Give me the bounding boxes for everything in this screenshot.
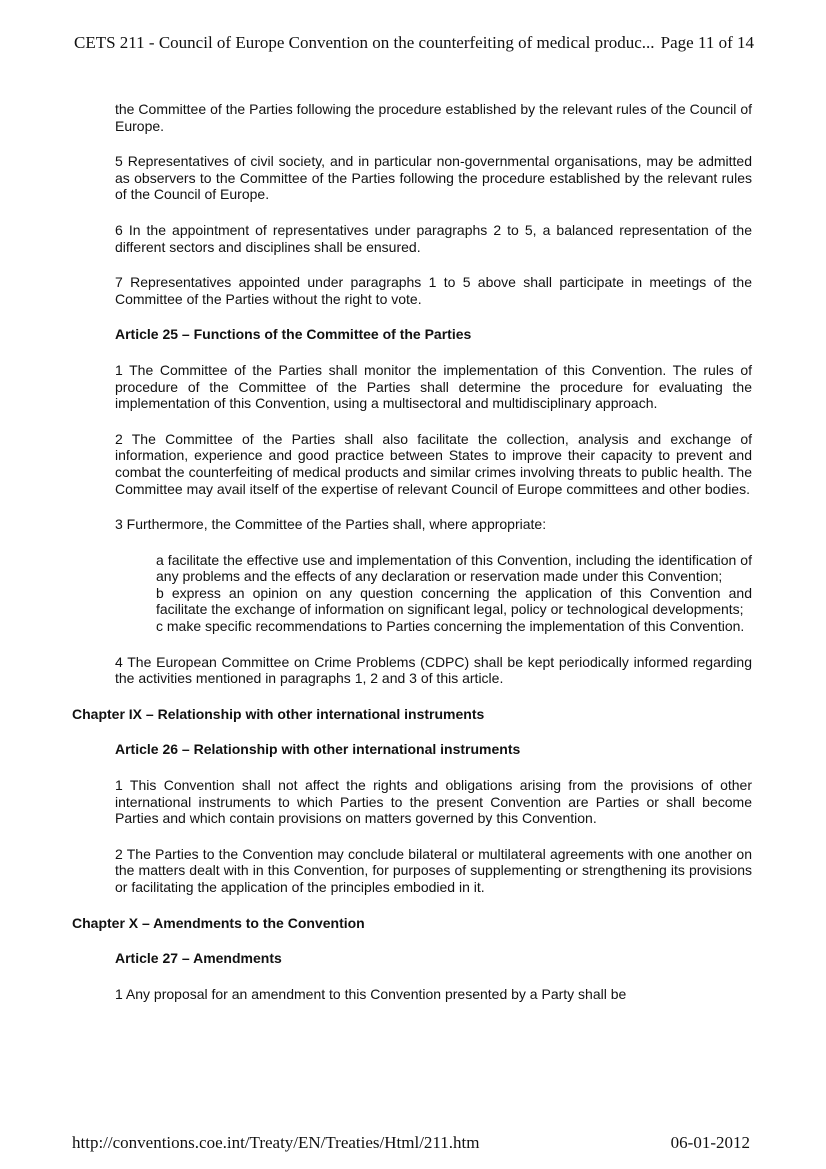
paragraph-continued: the Committee of the Parties following the procedure established by the relevant rules of the Council of Europe. — [115, 101, 752, 134]
paragraph-26-1: 1 This Convention shall not affect the rights and obligations arising from the provisions of other international instruments to which Parties to the present Convention are Parties or shall become Parties and which contain provisions on matters governed by this Convention. — [115, 777, 752, 827]
paragraph-25-3: 3 Furthermore, the Committee of the Parties shall, where appropriate: — [115, 516, 547, 533]
page-number: Page 11 of 14 — [660, 33, 754, 52]
document-body — [72, 101, 752, 1021]
paragraph-25-2: 2 The Committee of the Parties shall also facilitate the collection, analysis and exchange of information, experience and good practice between States to improve their capacity to prevent and combat the counterfeiting of medical products and similar crimes involving threats to public health. The Committee may avail itself of the expertise of relevant Council of Europe committees and other bodies. — [115, 430, 752, 497]
article-26-heading: Article 26 – Relationship with other international instruments — [115, 741, 521, 758]
paragraph-25-4: 4 The European Committee on Crime Problems (CDPC) shall be kept periodically informed regarding the activities mentioned in paragraphs 1, 2 and 3 of this article. — [115, 653, 752, 687]
paragraph-27-1: 1 Any proposal for an amendment to this Convention presented by a Party shall be — [115, 985, 627, 1002]
paragraph-24-5: 5 Representatives of civil society, and in particular non-governmental organisations, may be admitted as observers to the Committee of the Parties following the procedure established by the relevant rules of the Council of Europe. — [115, 153, 752, 203]
paragraph-24-6: 6 In the appointment of representatives under paragraphs 2 to 5, a balanced representation of the different sectors and disciplines shall be ensured. — [115, 221, 752, 255]
header-title: CETS 211 - Council of Europe Convention on the counterfeiting of medical produc... — [74, 33, 655, 52]
paragraph-25-3-c: c make specific recommendations to Parties concerning the implementation of this Convention. — [156, 618, 745, 635]
page-footer — [72, 1133, 750, 1153]
paragraph-25-3-b: b express an opinion on any question concerning the application of this Convention and facilitate the exchange of information on significant legal, policy or technological developments; — [156, 584, 752, 618]
paragraph-25-1: 1 The Committee of the Parties shall monitor the implementation of this Convention. The rules of procedure of the Committee of the Parties shall determine the procedure for evaluating the implementation of this Convention, using a multisectoral and multidisciplinary approach. — [115, 361, 752, 412]
footer-url: http://conventions.coe.int/Treaty/EN/Treaties/Html/211.htm — [72, 1133, 480, 1152]
paragraph-26-2: 2 The Parties to the Convention may conclude bilateral or multilateral agreements with one another on the matters dealt with in this Convention, for purposes of supplementing or strengthening its provisions or facilitating the application of the principles embodied in it. — [115, 845, 752, 895]
footer-date: 06-01-2012 — [670, 1133, 750, 1152]
paragraph-25-3-a: a facilitate the effective use and implementation of this Convention, including the identification of any problems and the effects of any declaration or reservation made under this Convention; — [156, 551, 752, 585]
chapter-9-heading: Chapter IX – Relationship with other international instruments — [72, 705, 485, 722]
page-header — [74, 33, 754, 53]
article-25-heading: Article 25 – Functions of the Committee of the Parties — [115, 326, 472, 343]
article-27-heading: Article 27 – Amendments — [115, 950, 282, 967]
chapter-10-heading: Chapter X – Amendments to the Convention — [72, 914, 365, 931]
paragraph-24-7: 7 Representatives appointed under paragraphs 1 to 5 above shall participate in meetings of the Committee of the Parties without the right to vote. — [115, 274, 752, 307]
